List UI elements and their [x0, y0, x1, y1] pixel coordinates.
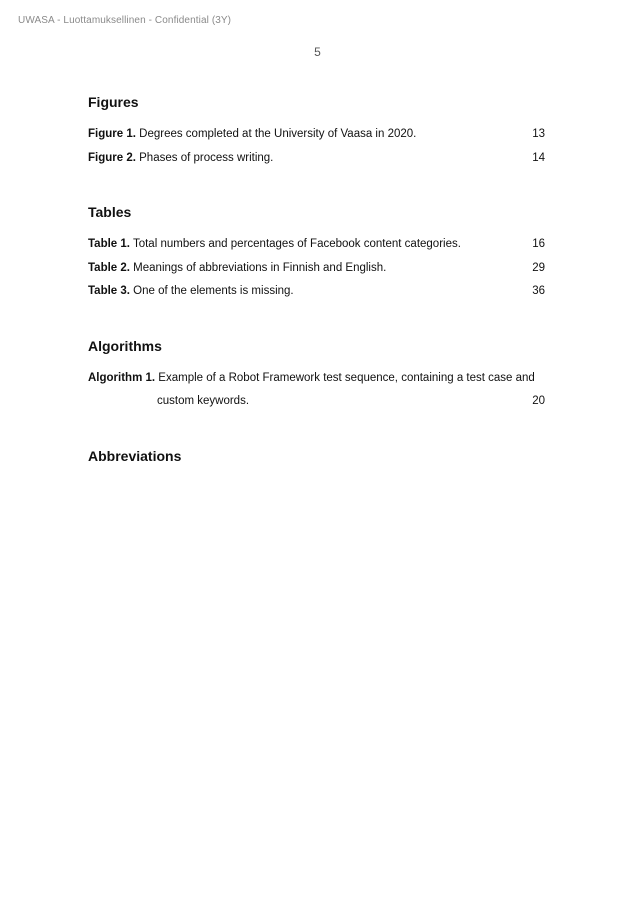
list-item	[88, 123, 545, 147]
entry-text: One of the elements is missing.	[133, 285, 294, 297]
entry-page: 14	[532, 151, 545, 164]
abbreviations-heading: Abbreviations	[88, 447, 182, 464]
tables-list	[88, 233, 545, 304]
confidentiality-label: UWASA - Luottamuksellinen - Confidential (3Y)	[18, 15, 232, 26]
entry-text: Meanings of abbreviations in Finnish and English.	[133, 261, 387, 274]
entry-label: Figure 2.	[88, 151, 136, 164]
page-number: 5	[314, 45, 321, 59]
entry-text: Phases of process writing.	[139, 151, 274, 164]
entry-page: 20	[532, 395, 545, 407]
document-body	[88, 92, 545, 498]
list-item	[88, 233, 545, 257]
list-item	[88, 367, 545, 414]
algorithms-list	[88, 367, 545, 414]
tables-heading: Tables	[88, 204, 132, 220]
entry-page: 36	[532, 285, 545, 297]
entry-label: Table 3.	[88, 285, 130, 297]
abbreviations-section	[88, 446, 545, 466]
figures-section	[88, 92, 545, 170]
entry-text: Example of a Robot Framework test sequence, containing a test case and	[158, 371, 535, 384]
entry-text-continued: custom keywords.	[157, 395, 250, 407]
entry-label: Table 1.	[88, 238, 130, 250]
entry-line-1	[88, 367, 545, 391]
entry-label: Table 2.	[88, 261, 130, 274]
entry-line-2	[88, 390, 545, 414]
entry-label: Figure 1.	[88, 128, 136, 140]
tables-section	[88, 202, 545, 304]
list-item	[88, 257, 545, 281]
list-item	[88, 280, 545, 304]
entry-page: 13	[532, 128, 545, 140]
algorithms-heading: Algorithms	[88, 337, 162, 354]
figures-list	[88, 123, 545, 170]
figures-heading: Figures	[88, 94, 139, 110]
entry-text: Total numbers and percentages of Facebook content categories.	[132, 238, 461, 250]
entry-page: 16	[532, 238, 545, 250]
algorithms-section	[88, 336, 545, 414]
entry-text: Degrees completed at the University of Vaasa in 2020.	[139, 128, 417, 140]
entry-page: 29	[532, 261, 545, 274]
entry-label: Algorithm 1.	[88, 371, 156, 384]
list-item	[88, 147, 545, 171]
